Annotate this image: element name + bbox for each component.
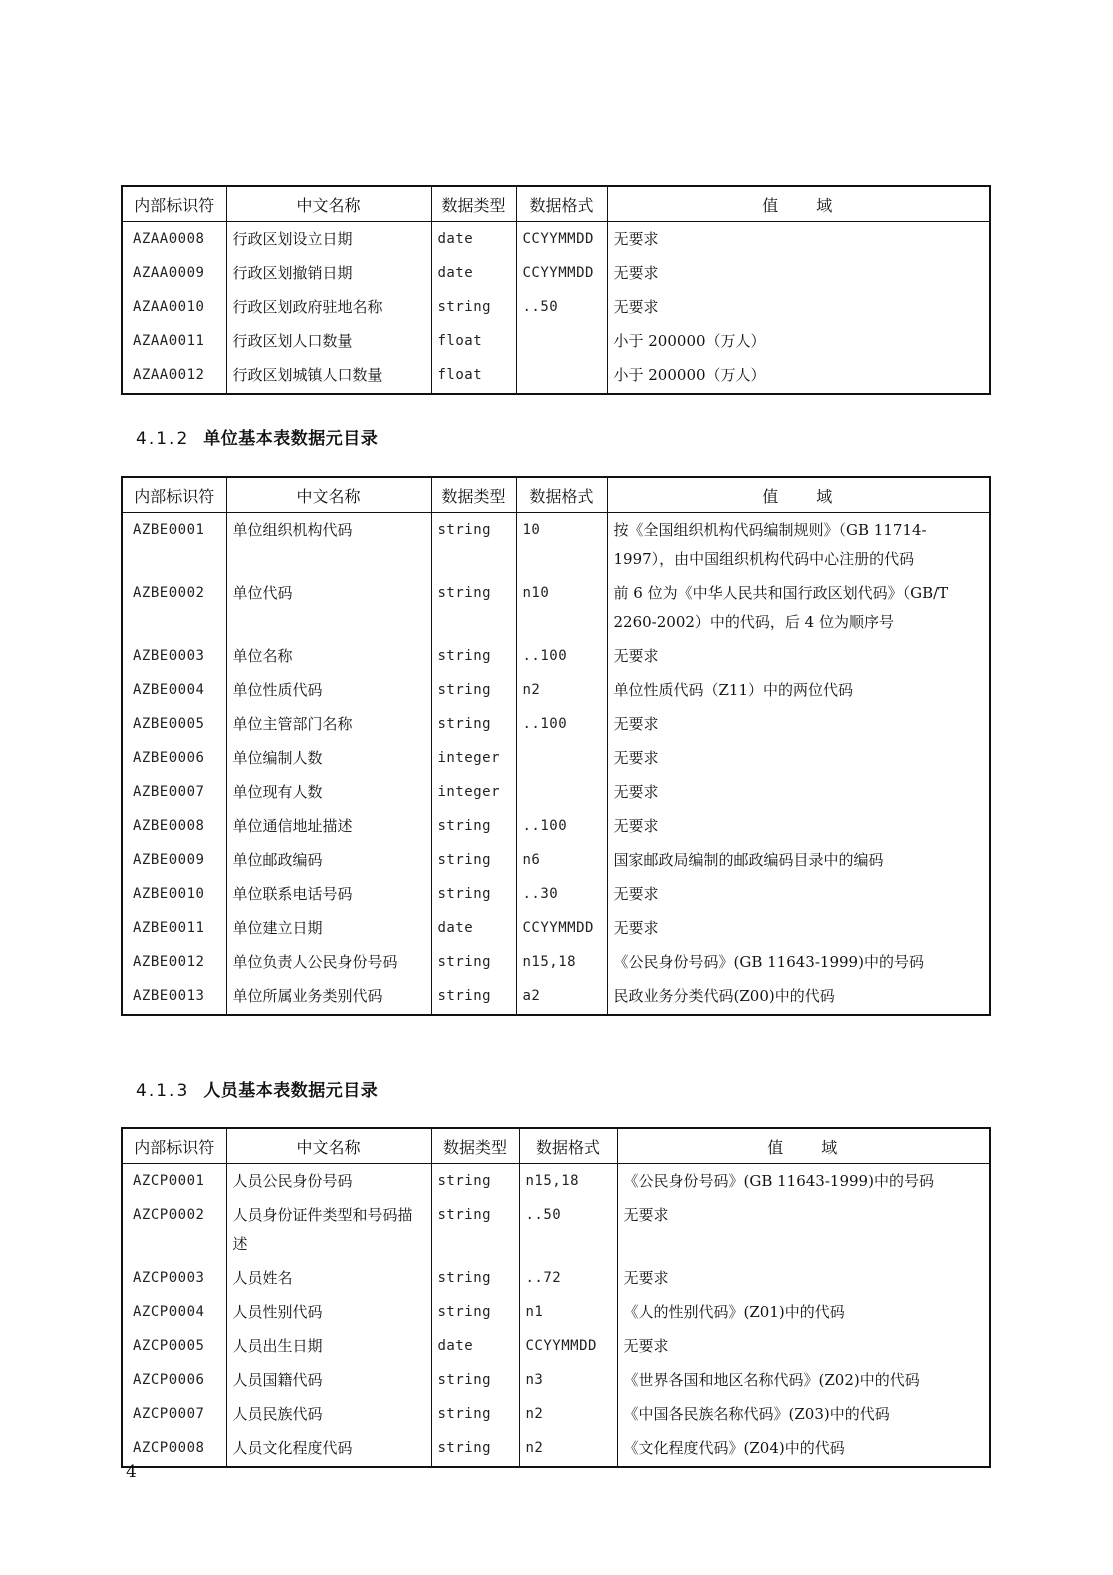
cell-internal-id: AZAA0008	[122, 222, 226, 258]
cell-data-format: n15,18	[519, 1164, 617, 1200]
cell-data-format: n15,18	[516, 946, 607, 980]
cell-chinese-name: 单位性质代码	[226, 674, 431, 708]
cell-data-format: n3	[519, 1364, 617, 1398]
table-row	[122, 257, 990, 291]
cell-data-type: string	[431, 946, 516, 980]
cell-data-format: ..50	[516, 291, 607, 325]
cell-data-type: string	[431, 291, 516, 325]
header-data-format: 数据格式	[516, 477, 607, 513]
cell-internal-id: AZBE0002	[122, 577, 226, 640]
cell-data-type: string	[431, 513, 516, 578]
cell-data-format: ..100	[516, 810, 607, 844]
table-body	[122, 513, 990, 1016]
cell-internal-id: AZCP0005	[122, 1330, 226, 1364]
cell-data-format: n2	[516, 674, 607, 708]
cell-data-type: string	[431, 1199, 519, 1262]
cell-data-format: n2	[519, 1432, 617, 1467]
cell-internal-id: AZCP0001	[122, 1164, 226, 1200]
cell-data-type: string	[431, 1262, 519, 1296]
cell-data-format	[516, 776, 607, 810]
cell-data-type: string	[431, 1164, 519, 1200]
cell-data-type: string	[431, 674, 516, 708]
cell-chinese-name: 行政区划撤销日期	[226, 257, 431, 291]
cell-data-type: date	[431, 257, 516, 291]
table-row	[122, 325, 990, 359]
cell-data-format: CCYYMMDD	[516, 257, 607, 291]
table-row	[122, 1164, 990, 1200]
cell-value-domain: 无要求	[617, 1262, 990, 1296]
cell-value-domain: 无要求	[607, 257, 990, 291]
cell-value-domain: 小于 200000（万人）	[607, 325, 990, 359]
cell-data-type: float	[431, 359, 516, 394]
cell-data-type: string	[431, 1432, 519, 1467]
table-row	[122, 776, 990, 810]
table-row	[122, 810, 990, 844]
cell-value-domain: 无要求	[607, 222, 990, 258]
table-header-row	[122, 1128, 990, 1164]
cell-internal-id: AZBE0006	[122, 742, 226, 776]
header-data-format: 数据格式	[519, 1128, 617, 1164]
section-title: 人员基本表数据元目录	[203, 1081, 379, 1101]
data-element-table-administrative-division	[121, 185, 991, 395]
cell-data-format	[516, 359, 607, 394]
table-row	[122, 946, 990, 980]
cell-data-format: n6	[516, 844, 607, 878]
cell-internal-id: AZBE0001	[122, 513, 226, 578]
cell-data-type: string	[431, 577, 516, 640]
header-chinese-name: 中文名称	[226, 1128, 431, 1164]
cell-data-format: 10	[516, 513, 607, 578]
cell-value-domain: 无要求	[617, 1199, 990, 1262]
cell-data-type: string	[431, 980, 516, 1015]
table-row	[122, 1364, 990, 1398]
cell-chinese-name: 单位通信地址描述	[226, 810, 431, 844]
cell-data-type: date	[431, 1330, 519, 1364]
cell-value-domain: 民政业务分类代码(Z00)中的代码	[607, 980, 990, 1015]
table-header-row	[122, 186, 990, 222]
cell-value-domain: 《公民身份号码》(GB 11643-1999)中的号码	[607, 946, 990, 980]
cell-chinese-name: 人员文化程度代码	[226, 1432, 431, 1467]
section-number: 4.1.2	[136, 429, 190, 449]
cell-chinese-name: 单位邮政编码	[226, 844, 431, 878]
cell-value-domain: 《公民身份号码》(GB 11643-1999)中的号码	[617, 1164, 990, 1200]
cell-data-type: string	[431, 1398, 519, 1432]
table-row	[122, 1199, 990, 1262]
cell-chinese-name: 人员出生日期	[226, 1330, 431, 1364]
cell-chinese-name: 单位编制人数	[226, 742, 431, 776]
cell-value-domain: 无要求	[607, 291, 990, 325]
cell-value-domain: 无要求	[607, 912, 990, 946]
cell-chinese-name: 行政区划城镇人口数量	[226, 359, 431, 394]
cell-value-domain: 《中国各民族名称代码》(Z03)中的代码	[617, 1398, 990, 1432]
cell-chinese-name: 单位建立日期	[226, 912, 431, 946]
cell-chinese-name: 行政区划设立日期	[226, 222, 431, 258]
table-row	[122, 844, 990, 878]
header-internal-id: 内部标识符	[122, 477, 226, 513]
header-chinese-name: 中文名称	[226, 186, 431, 222]
header-data-type: 数据类型	[431, 1128, 519, 1164]
cell-value-domain: 单位性质代码（Z11）中的两位代码	[607, 674, 990, 708]
table-row	[122, 577, 990, 640]
cell-data-type: string	[431, 1364, 519, 1398]
cell-internal-id: AZBE0013	[122, 980, 226, 1015]
cell-internal-id: AZBE0009	[122, 844, 226, 878]
cell-data-format: CCYYMMDD	[516, 912, 607, 946]
table-row	[122, 878, 990, 912]
cell-chinese-name: 单位负责人公民身份号码	[226, 946, 431, 980]
cell-data-format: CCYYMMDD	[516, 222, 607, 258]
table-row	[122, 1262, 990, 1296]
header-data-format: 数据格式	[516, 186, 607, 222]
cell-data-type: date	[431, 912, 516, 946]
cell-internal-id: AZCP0002	[122, 1199, 226, 1262]
section-heading-person-basic-table	[136, 1076, 378, 1101]
cell-chinese-name: 单位代码	[226, 577, 431, 640]
cell-internal-id: AZBE0008	[122, 810, 226, 844]
cell-value-domain: 无要求	[607, 810, 990, 844]
header-data-type: 数据类型	[431, 477, 516, 513]
cell-data-format: ..30	[516, 878, 607, 912]
cell-data-format: CCYYMMDD	[519, 1330, 617, 1364]
cell-data-type: string	[431, 810, 516, 844]
cell-internal-id: AZBE0011	[122, 912, 226, 946]
cell-value-domain: 《世界各国和地区名称代码》(Z02)中的代码	[617, 1364, 990, 1398]
page-number: 4	[126, 1462, 137, 1482]
cell-data-format: ..50	[519, 1199, 617, 1262]
cell-data-format: n2	[519, 1398, 617, 1432]
header-chinese-name: 中文名称	[226, 477, 431, 513]
cell-data-format: n1	[519, 1296, 617, 1330]
cell-data-type: integer	[431, 776, 516, 810]
cell-data-format: ..72	[519, 1262, 617, 1296]
cell-chinese-name: 行政区划政府驻地名称	[226, 291, 431, 325]
cell-data-type: float	[431, 325, 516, 359]
cell-value-domain: 国家邮政局编制的邮政编码目录中的编码	[607, 844, 990, 878]
cell-internal-id: AZCP0004	[122, 1296, 226, 1330]
cell-data-format: a2	[516, 980, 607, 1015]
section-number: 4.1.3	[136, 1081, 190, 1101]
table-row	[122, 674, 990, 708]
table-body	[122, 1164, 990, 1468]
cell-data-format	[516, 325, 607, 359]
cell-data-format: n10	[516, 577, 607, 640]
header-data-type: 数据类型	[431, 186, 516, 222]
cell-internal-id: AZBE0007	[122, 776, 226, 810]
cell-chinese-name: 人员国籍代码	[226, 1364, 431, 1398]
cell-value-domain: 《文化程度代码》(Z04)中的代码	[617, 1432, 990, 1467]
cell-data-type: string	[431, 640, 516, 674]
cell-internal-id: AZBE0012	[122, 946, 226, 980]
cell-value-domain: 前 6 位为《中华人民共和国行政区划代码》（GB/T 2260-2002）中的代码，后 4 位为顺序号	[607, 577, 990, 640]
cell-value-domain: 按《全国组织机构代码编制规则》（GB 11714-1997），由中国组织机构代码中心注册的代码	[607, 513, 990, 578]
cell-chinese-name: 单位联系电话号码	[226, 878, 431, 912]
cell-data-type: string	[431, 1296, 519, 1330]
cell-internal-id: AZCP0008	[122, 1432, 226, 1467]
table-row	[122, 912, 990, 946]
header-internal-id: 内部标识符	[122, 186, 226, 222]
section-title: 单位基本表数据元目录	[203, 429, 379, 449]
table-row	[122, 742, 990, 776]
cell-internal-id: AZAA0011	[122, 325, 226, 359]
header-internal-id: 内部标识符	[122, 1128, 226, 1164]
cell-data-type: string	[431, 878, 516, 912]
cell-data-type: string	[431, 708, 516, 742]
cell-data-type: date	[431, 222, 516, 258]
cell-internal-id: AZBE0005	[122, 708, 226, 742]
table-row	[122, 1432, 990, 1467]
cell-internal-id: AZBE0004	[122, 674, 226, 708]
cell-internal-id: AZAA0010	[122, 291, 226, 325]
cell-value-domain: 无要求	[607, 878, 990, 912]
cell-chinese-name: 单位现有人数	[226, 776, 431, 810]
data-element-table-unit	[121, 476, 991, 1016]
cell-chinese-name: 人员民族代码	[226, 1398, 431, 1432]
table-row	[122, 1296, 990, 1330]
cell-value-domain: 无要求	[617, 1330, 990, 1364]
table-row	[122, 708, 990, 742]
cell-data-format	[516, 742, 607, 776]
table-row	[122, 1398, 990, 1432]
cell-internal-id: AZAA0009	[122, 257, 226, 291]
cell-value-domain: 无要求	[607, 776, 990, 810]
cell-chinese-name: 单位组织机构代码	[226, 513, 431, 578]
cell-chinese-name: 行政区划人口数量	[226, 325, 431, 359]
cell-data-format: ..100	[516, 708, 607, 742]
cell-value-domain: 《人的性别代码》(Z01)中的代码	[617, 1296, 990, 1330]
cell-chinese-name: 单位名称	[226, 640, 431, 674]
cell-chinese-name: 人员身份证件类型和号码描述	[226, 1199, 431, 1262]
cell-chinese-name: 人员姓名	[226, 1262, 431, 1296]
cell-internal-id: AZBE0010	[122, 878, 226, 912]
table-row	[122, 222, 990, 258]
section-heading-unit-basic-table	[136, 424, 378, 449]
table-row	[122, 513, 990, 578]
table-row	[122, 640, 990, 674]
cell-data-format: ..100	[516, 640, 607, 674]
header-value-domain: 值 域	[607, 186, 990, 222]
cell-internal-id: AZCP0006	[122, 1364, 226, 1398]
header-value-domain: 值 域	[607, 477, 990, 513]
table-row	[122, 980, 990, 1015]
table-row	[122, 1330, 990, 1364]
cell-internal-id: AZCP0003	[122, 1262, 226, 1296]
cell-value-domain: 无要求	[607, 640, 990, 674]
cell-internal-id: AZCP0007	[122, 1398, 226, 1432]
cell-internal-id: AZBE0003	[122, 640, 226, 674]
cell-chinese-name: 人员公民身份号码	[226, 1164, 431, 1200]
cell-value-domain: 无要求	[607, 742, 990, 776]
cell-chinese-name: 单位主管部门名称	[226, 708, 431, 742]
cell-value-domain: 小于 200000（万人）	[607, 359, 990, 394]
cell-data-type: integer	[431, 742, 516, 776]
table-row	[122, 359, 990, 394]
data-element-table-person	[121, 1127, 991, 1468]
table-body	[122, 222, 990, 395]
cell-chinese-name: 单位所属业务类别代码	[226, 980, 431, 1015]
table-header-row	[122, 477, 990, 513]
table-row	[122, 291, 990, 325]
cell-data-type: string	[431, 844, 516, 878]
cell-internal-id: AZAA0012	[122, 359, 226, 394]
cell-value-domain: 无要求	[607, 708, 990, 742]
header-value-domain: 值 域	[617, 1128, 990, 1164]
cell-chinese-name: 人员性别代码	[226, 1296, 431, 1330]
